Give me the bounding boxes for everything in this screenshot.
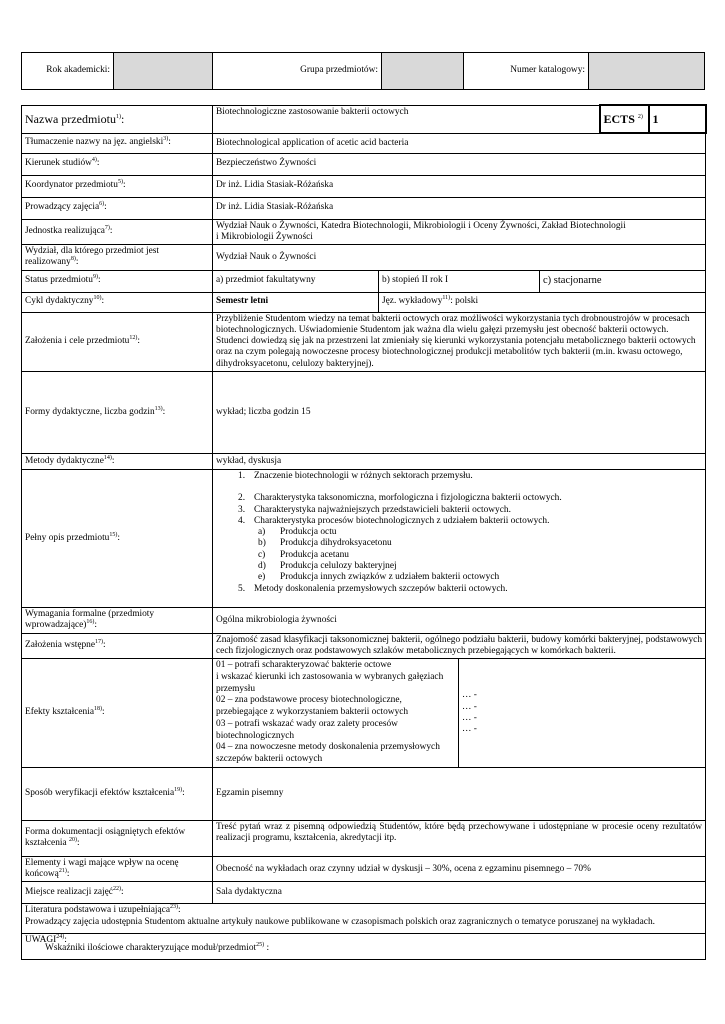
- cykl-value: Semestr letni: [213, 292, 379, 312]
- opis-item: 4. Charakterystyka procesów biotechnologicznych z udziałem bakterii octowych.: [238, 515, 550, 526]
- metody-label: Metody dydaktyczne$^{14)}$:: [22, 454, 213, 470]
- opis-item: 5. Metody doskonalenia przemysłowych szczepów bakterii octowych.: [238, 583, 508, 594]
- efekty-line: 04 – zna nowoczesne metody doskonalenia przemysłowych: [216, 742, 440, 753]
- nazwa-label: Nazwa przedmiotu$^{1)}$:: [22, 105, 213, 133]
- wydzial-label: Wydział, dla którego przedmiot jest realizowany$^{8)}$:: [22, 245, 213, 271]
- kierunek-label: Kierunek studiów$^{4)}$:: [22, 153, 213, 175]
- opis-item: 3. Charakterystyka najważniejszych przedstawicieli bakterii octowych.: [238, 504, 511, 515]
- miejsce-label: Miejsce realizacji zajęć$^{22)}$:: [22, 882, 213, 904]
- opis-item: 1. Znaczenie biotechnologii w różnych sektorach przemysłu.: [238, 471, 473, 482]
- opis-item: 2. Charakterystyka taksonomiczna, morfologiczna i fizjologiczna bakterii octowych.: [238, 493, 562, 504]
- wagi-label: Elementy i wagi mające wpływ na ocenę końcową$^{21)}$:: [22, 856, 213, 882]
- status-c: c) stacjonarne: [540, 270, 706, 292]
- prowadzacy-value: Dr inż. Lidia Stasiak-Różańska: [213, 197, 706, 219]
- koordynator-value: Dr inż. Lidia Stasiak-Różańska: [213, 175, 706, 197]
- opis-subitem: e) Produkcja innych związków z udziałem bakterii octowych: [258, 572, 500, 583]
- rok-label: Rok akademicki:: [22, 53, 114, 90]
- zalozenia-cele-label: Założenia i cele przedmiotu$^{12)}$:: [22, 312, 213, 371]
- footer-note: Wskaźniki ilościowe charakteryzujące moduł/przedmiot$^{25)}$ :: [45, 941, 270, 953]
- formy-label: Formy dydaktyczne, liczba godzin$^{13)}$:: [22, 372, 213, 454]
- wagi-value: Obecność na wykładach oraz czynny udział w dyskusji – 30%, ocena z egzaminu pisemnego – 70%: [213, 856, 706, 882]
- header-table: [21, 52, 705, 90]
- opis-value: [213, 470, 706, 608]
- efekty-line: 01 – potrafi scharakteryzować bakterie octowe: [216, 660, 392, 671]
- literatura-cell: Literatura podstawowa i uzupełniająca$^{23)}$: Prowadzący zajęcia udostępnia Studentom aktualne artykuły naukowe publikowane w czasopismach polskich oraz zagranicznych o tematyce poruszanej na wykładach.: [22, 904, 706, 934]
- kierunek-value: Bezpieczeństwo Żywności: [213, 153, 706, 175]
- opis-subitem: c) Produkcja acetanu: [258, 549, 349, 560]
- wydzial-value: Wydział Nauk o Żywności: [213, 245, 706, 271]
- grupa-label: Grupa przedmiotów:: [213, 53, 382, 90]
- course-table: [21, 104, 707, 960]
- status-a: a) przedmiot fakultatywny: [213, 270, 379, 292]
- efekty-line: i wskazać kierunki ich zastosowania w wybranych gałęziach: [216, 671, 444, 682]
- efekty-line: szczepów bakterii octowych: [216, 754, 323, 765]
- metody-value: wykład, dyskusja: [213, 454, 706, 470]
- ects-label: ECTS $^{2)}$: [600, 105, 649, 133]
- status-label: Status przedmiotu$^{9)}$:: [22, 270, 213, 292]
- weryfikacja-label: Sposób weryfikacji efektów kształcenia$^{19)}$:: [22, 767, 213, 820]
- dokumentacja-value: Treść pytań wraz z pisemną odpowiedzią Studentów, które będą przechowywane i udostępniane w procesie oceny rezultatów realizacji programu, kształcenia, akredytacji itp.: [213, 820, 706, 856]
- ects-value: 1: [649, 105, 706, 133]
- formy-value: wykład; liczba godzin 15: [213, 372, 706, 454]
- efekty-line: przebiegające z wykorzystaniem bakterii octowych: [216, 707, 409, 718]
- jednostka-label: Jednostka realizująca$^{7)}$:: [22, 219, 213, 245]
- dokumentacja-label: Forma dokumentacji osiągniętych efektów kształcenia $^{20)}$:: [22, 820, 213, 856]
- nazwa-value: Biotechnologiczne zastosowanie bakterii octowych: [213, 105, 600, 133]
- weryfikacja-value: Egzamin pisemny: [213, 767, 706, 820]
- opis-label: Pełny opis przedmiotu$^{15)}$:: [22, 470, 213, 608]
- status-b: b) stopień II rok I: [379, 270, 540, 292]
- uwagi-cell: UWAGI$^{24)}$:: [22, 934, 706, 960]
- efekty-line: przemysłu: [216, 683, 256, 694]
- efekty-line: biotechnologicznych: [216, 730, 295, 741]
- efekty-value: [213, 659, 459, 768]
- efekty-line: 02 – zna podstawowe procesy biotechnologiczne,: [216, 695, 402, 706]
- tlumaczenie-label: Tłumaczenie nazwy na jęz. angielski$^{3)}$:: [22, 133, 213, 153]
- rok-field[interactable]: [114, 53, 213, 90]
- miejsce-value: Sala dydaktyczna: [213, 882, 706, 904]
- koordynator-label: Koordynator przedmiotu$^{5)}$:: [22, 175, 213, 197]
- efekty-label: Efekty kształcenia$^{18)}$:: [22, 659, 213, 768]
- efekty-line: 03 – potrafi wskazać wady oraz zalety procesów: [216, 718, 398, 729]
- prowadzacy-label: Prowadzący zajęcia$^{6)}$:: [22, 197, 213, 219]
- wymagania-value: Ogólna mikrobiologia żywności: [213, 608, 706, 634]
- tlumaczenie-value: Biotechnological application of acetic acid bacteria: [213, 133, 706, 153]
- opis-subitem: b) Produkcja dihydroksyacetonu: [258, 538, 392, 549]
- grupa-field[interactable]: [382, 53, 464, 90]
- opis-subitem: a) Produkcja octu: [258, 527, 337, 538]
- wymagania-label: Wymagania formalne (przedmioty wprowadzające)$^{16)}$:: [22, 608, 213, 634]
- numer-field[interactable]: [589, 53, 705, 90]
- zalozenia-wstepne-value: Znajomość zasad klasyfikacji taksonomicznej bakterii, ogólnego podziału bakterii, budowy komórki bakteryjnej, podstawowych cech fizjologicznych oraz podstawowych szlaków metabolicznych przebiegających w komórkach bakterii.: [213, 633, 706, 659]
- jezyk-field: Jęz. wykładowy$^{11)}$: polski: [379, 292, 706, 312]
- zalozenia-wstepne-label: Założenia wstępne$^{17)}$:: [22, 633, 213, 659]
- zalozenia-cele-value: Przybliżenie Studentom wiedzy na temat bakterii octowych oraz możliwości wykorzystania tych drobnoustrojów w procesach biotechnologicznych. Uświadomienie Studentom jak ważna dla wielu gałęzi przemysłu jest obecność bakterii octowych. Studenci dowiedzą się jak na przestrzeni lat zmieniały się kierunki wykorzystania potencjału metabolicznego bakterii octowych oraz na czym polegają nowoczesne procesy biotechnologicznej produkcji metabolitów tych bakterii (m.in. kwasu octowego, dihydroksyacetonu, celulozy bakteryjnej).: [213, 312, 706, 371]
- literatura-value: Prowadzący zajęcia udostępnia Studentom aktualne artykuły naukowe publikowane w czasopismach polskich oraz zagranicznych o tematyce poruszanej na wykładach.: [25, 916, 655, 927]
- efekty-right: … - … - … - … -: [459, 659, 706, 768]
- jednostka-value: Wydział Nauk o Żywności, Katedra Biotechnologii, Mikrobiologii i Oceny Żywności, Zakład Biotechnologii i Mikrobiologii Żywności: [213, 219, 706, 245]
- numer-label: Numer katalogowy:: [464, 53, 589, 90]
- opis-subitem: d) Produkcja celulozy bakteryjnej: [258, 561, 397, 571]
- cykl-label: Cykl dydaktyczny$^{10)}$:: [22, 292, 213, 312]
